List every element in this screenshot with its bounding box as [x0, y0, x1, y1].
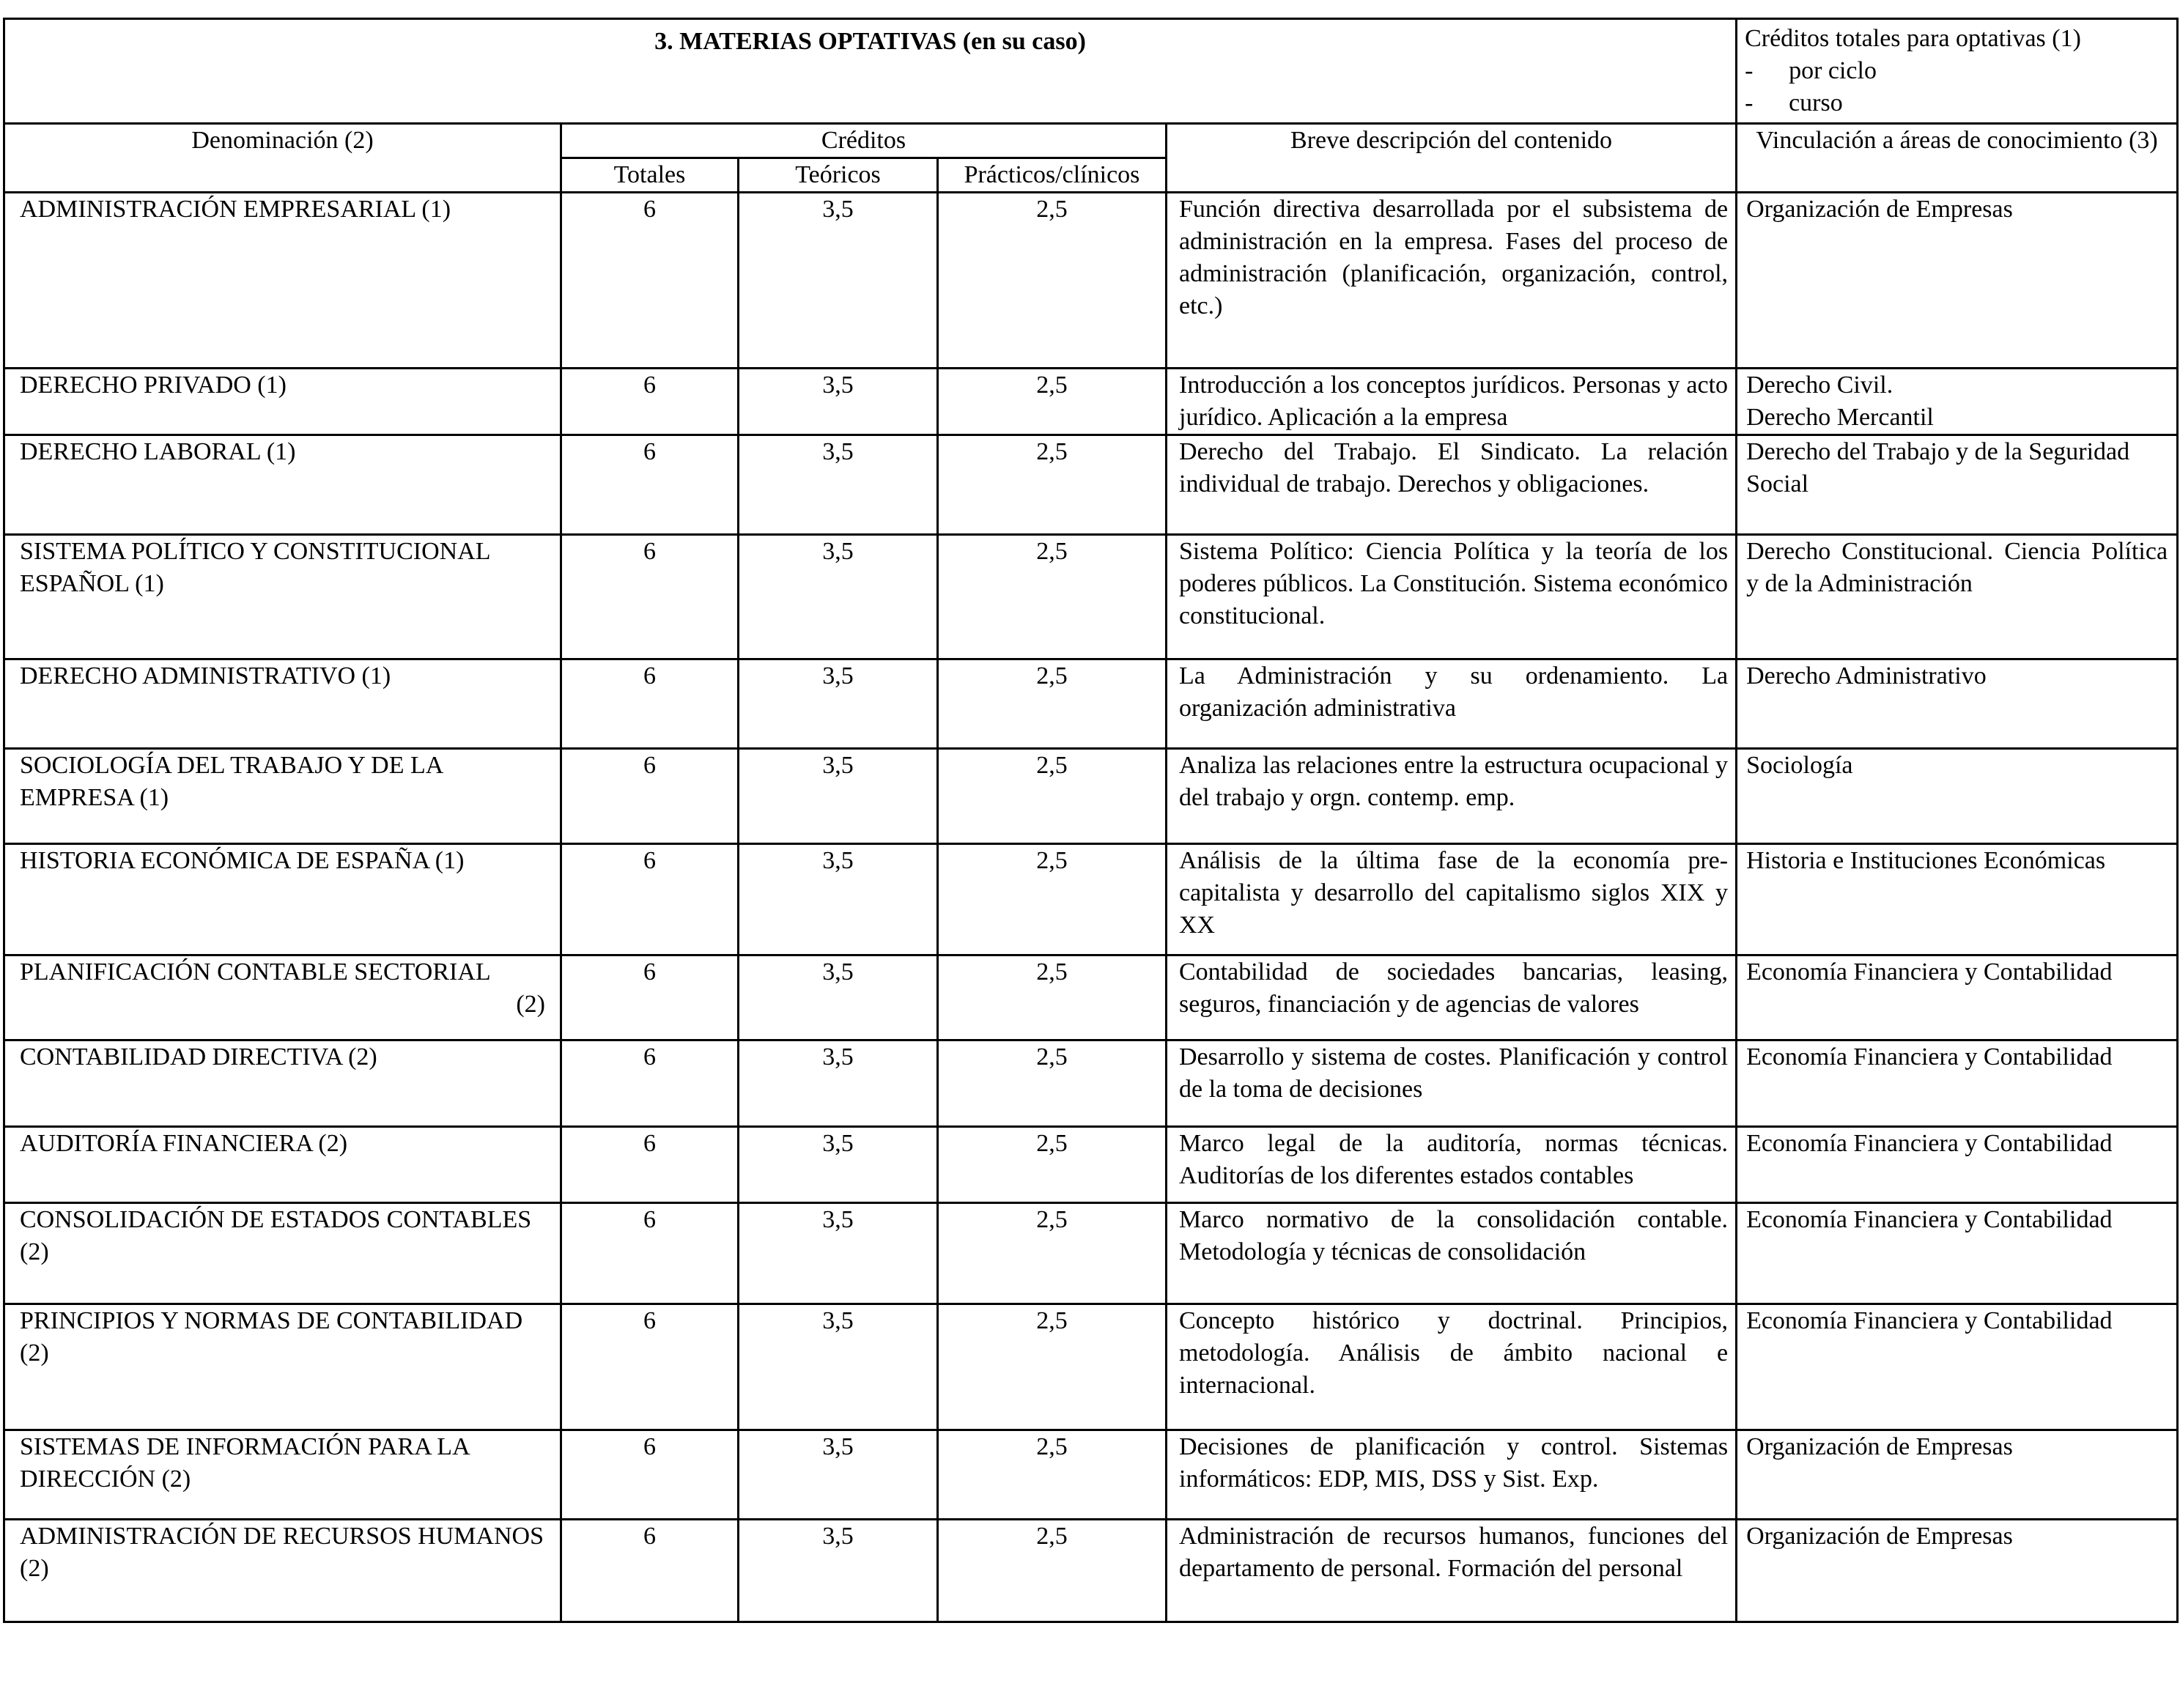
- table-row: [4, 955, 2178, 1040]
- creditos-practicos-cell: 2,5: [938, 1520, 1167, 1622]
- materia-name-cell: [4, 955, 561, 1040]
- col-header-practicos: Prácticos/clínicos: [938, 158, 1167, 193]
- col-header-vinculacion: Vinculación a áreas de conocimiento (3): [1737, 124, 2178, 193]
- creditos-item: [1745, 55, 2169, 87]
- materia-name-cell: [4, 535, 561, 659]
- creditos-teoricos-cell: 3,5: [739, 435, 938, 535]
- area-conocimiento-cell: [1737, 844, 2178, 955]
- descripcion-cell: Análisis de la última fase de la economía pre-capitalista y desarrollo del capitalismo siglos XIX y XX: [1167, 844, 1737, 955]
- section-title: [4, 19, 1737, 124]
- materia-name: DERECHO ADMINISTRATIVO (1): [20, 662, 391, 690]
- area-conocimiento: Organización de Empresas: [1746, 1523, 2013, 1550]
- materia-name-cell: [4, 1203, 561, 1304]
- table-row: [4, 844, 2178, 955]
- creditos-totales-cell: 6: [561, 1304, 739, 1430]
- area-conocimiento: Derecho Constitucional. Ciencia Política y de la Administración: [1746, 538, 2168, 597]
- dash-mark: -: [1745, 57, 1754, 84]
- materia-name: ADMINISTRACIÓN EMPRESARIAL (1): [20, 196, 451, 223]
- title-row: [4, 19, 2178, 124]
- creditos-teoricos-cell: 3,5: [739, 193, 938, 369]
- table-row: [4, 193, 2178, 369]
- dash-mark: -: [1745, 89, 1754, 117]
- materia-name: ADMINISTRACIÓN DE RECURSOS HUMANOS (2): [20, 1523, 544, 1582]
- creditos-teoricos-cell: 3,5: [739, 955, 938, 1040]
- descripcion-cell: Administración de recursos humanos, funciones del departamento de personal. Formación del personal: [1167, 1520, 1737, 1622]
- materia-name: CONTABILIDAD DIRECTIVA (2): [20, 1043, 377, 1071]
- creditos-item-label: curso: [1789, 89, 1843, 117]
- creditos-teoricos-cell: 3,5: [739, 1520, 938, 1622]
- creditos-practicos-cell: 2,5: [938, 844, 1167, 955]
- table-row: [4, 535, 2178, 659]
- materia-name-suffix: (2): [516, 991, 545, 1018]
- creditos-practicos-cell: 2,5: [938, 1430, 1167, 1520]
- area-conocimiento: Economía Financiera y Contabilidad: [1746, 1043, 2113, 1071]
- descripcion-cell: Decisiones de planificación y control. Sistemas informáticos: EDP, MIS, DSS y Sist. Exp.: [1167, 1430, 1737, 1520]
- col-header-descripcion: Breve descripción del contenido: [1167, 124, 1737, 193]
- area-conocimiento-cell: [1737, 1520, 2178, 1622]
- table-row: [4, 435, 2178, 535]
- area-conocimiento: Economía Financiera y Contabilidad: [1746, 1130, 2113, 1157]
- creditos-totales-box: [1737, 19, 2178, 124]
- materia-name: CONSOLIDACIÓN DE ESTADOS CONTABLES (2): [20, 1206, 532, 1265]
- creditos-totales-cell: 6: [561, 844, 739, 955]
- creditos-totales-cell: 6: [561, 435, 739, 535]
- creditos-practicos-cell: 2,5: [938, 435, 1167, 535]
- descripcion-cell: Concepto histórico y doctrinal. Principios, metodología. Análisis de ámbito nacional e internacional.: [1167, 1304, 1737, 1430]
- materia-name-cell: [4, 844, 561, 955]
- descripcion-cell: Función directiva desarrollada por el subsistema de administración en la empresa. Fases del proceso de administración (planificación, organización, control, etc.): [1167, 193, 1737, 369]
- area-conocimiento: Derecho Administrativo: [1746, 662, 1987, 690]
- area-conocimiento-cell: [1737, 435, 2178, 535]
- creditos-teoricos-cell: 3,5: [739, 749, 938, 844]
- area-conocimiento-cell: [1737, 1304, 2178, 1430]
- header-row: [4, 124, 2178, 158]
- descripcion-cell: Analiza las relaciones entre la estructura ocupacional y del trabajo y orgn. contemp. emp.: [1167, 749, 1737, 844]
- area-conocimiento-cell: [1737, 535, 2178, 659]
- creditos-teoricos-cell: 3,5: [739, 1127, 938, 1203]
- table-row: [4, 1520, 2178, 1622]
- materia-name: DERECHO LABORAL (1): [20, 438, 296, 465]
- creditos-teoricos-cell: 3,5: [739, 659, 938, 749]
- creditos-totales-cell: 6: [561, 955, 739, 1040]
- creditos-totales-cell: 6: [561, 1203, 739, 1304]
- creditos-practicos-cell: 2,5: [938, 1203, 1167, 1304]
- area-conocimiento: Historia e Instituciones Económicas: [1746, 847, 2106, 874]
- area-conocimiento-cell: [1737, 659, 2178, 749]
- creditos-teoricos-cell: 3,5: [739, 1304, 938, 1430]
- creditos-totales-cell: 6: [561, 749, 739, 844]
- creditos-practicos-cell: 2,5: [938, 1127, 1167, 1203]
- table-row: [4, 659, 2178, 749]
- creditos-totales-cell: 6: [561, 1430, 739, 1520]
- materia-name-cell: [4, 369, 561, 435]
- table-row: [4, 1203, 2178, 1304]
- table-row: [4, 1430, 2178, 1520]
- descripcion-cell: Marco normativo de la consolidación contable. Metodología y técnicas de consolidación: [1167, 1203, 1737, 1304]
- table-row: [4, 1127, 2178, 1203]
- area-conocimiento: Economía Financiera y Contabilidad: [1746, 1206, 2113, 1233]
- creditos-practicos-cell: 2,5: [938, 1040, 1167, 1127]
- optativas-table: [3, 18, 2179, 1623]
- creditos-totales-cell: 6: [561, 1127, 739, 1203]
- materia-name-cell: [4, 749, 561, 844]
- area-conocimiento: Economía Financiera y Contabilidad: [1746, 1307, 2113, 1334]
- creditos-totales-cell: 6: [561, 1040, 739, 1127]
- descripcion-cell: Introducción a los conceptos jurídicos. Personas y acto jurídico. Aplicación a la empresa: [1167, 369, 1737, 435]
- creditos-teoricos-cell: 3,5: [739, 844, 938, 955]
- col-header-totales: Totales: [561, 158, 739, 193]
- materia-name: PRINCIPIOS Y NORMAS DE CONTABILIDAD (2): [20, 1307, 523, 1367]
- area-conocimiento-cell: [1737, 369, 2178, 435]
- area-conocimiento-cell: [1737, 1127, 2178, 1203]
- creditos-totales-cell: 6: [561, 659, 739, 749]
- creditos-totales-cell: 6: [561, 1520, 739, 1622]
- creditos-practicos-cell: 2,5: [938, 193, 1167, 369]
- materia-name: SOCIOLOGÍA DEL TRABAJO Y DE LA EMPRESA (1): [20, 752, 443, 811]
- area-conocimiento-cell: [1737, 193, 2178, 369]
- materia-name-cell: [4, 1430, 561, 1520]
- descripcion-cell: Derecho del Trabajo. El Sindicato. La relación individual de trabajo. Derechos y obligaciones.: [1167, 435, 1737, 535]
- materia-name-cell: [4, 1304, 561, 1430]
- table-row: [4, 749, 2178, 844]
- materia-name: DERECHO PRIVADO (1): [20, 371, 287, 399]
- creditos-teoricos-cell: 3,5: [739, 1040, 938, 1127]
- creditos-practicos-cell: 2,5: [938, 1304, 1167, 1430]
- materia-name-cell: [4, 1520, 561, 1622]
- creditos-practicos-cell: 2,5: [938, 535, 1167, 659]
- materia-name-cell: [4, 659, 561, 749]
- creditos-practicos-cell: 2,5: [938, 659, 1167, 749]
- creditos-practicos-cell: 2,5: [938, 749, 1167, 844]
- creditos-totales-label: Créditos totales para optativas (1): [1745, 25, 2081, 52]
- area-conocimiento-cell: [1737, 1430, 2178, 1520]
- col-header-teoricos: Teóricos: [739, 158, 938, 193]
- area-conocimiento: Derecho Civil.: [1746, 371, 1893, 399]
- creditos-item-label: por ciclo: [1789, 57, 1877, 84]
- materia-name: HISTORIA ECONÓMICA DE ESPAÑA (1): [20, 847, 465, 874]
- materia-name-cell: [4, 435, 561, 535]
- materia-name-cell: [4, 193, 561, 369]
- creditos-teoricos-cell: 3,5: [739, 1203, 938, 1304]
- materia-name: AUDITORÍA FINANCIERA (2): [20, 1130, 348, 1157]
- area-conocimiento-cell: [1737, 1040, 2178, 1127]
- creditos-totales-cell: 6: [561, 535, 739, 659]
- creditos-totales-cell: 6: [561, 193, 739, 369]
- creditos-totales-cell: 6: [561, 369, 739, 435]
- creditos-teoricos-cell: 3,5: [739, 1430, 938, 1520]
- area-conocimiento-cell: [1737, 1203, 2178, 1304]
- descripcion-cell: Desarrollo y sistema de costes. Planificación y control de la toma de decisiones: [1167, 1040, 1737, 1127]
- creditos-teoricos-cell: 3,5: [739, 369, 938, 435]
- materia-name: SISTEMAS DE INFORMACIÓN PARA LA DIRECCIÓN (2): [20, 1433, 469, 1493]
- descripcion-cell: Sistema Político: Ciencia Política y la teoría de los poderes públicos. La Constitución. Sistema económico constitucional.: [1167, 535, 1737, 659]
- area-conocimiento: Derecho Mercantil: [1746, 404, 1934, 431]
- table-row: [4, 369, 2178, 435]
- creditos-item: [1745, 87, 2169, 119]
- col-header-creditos: Créditos: [561, 124, 1167, 158]
- materia-name: SISTEMA POLÍTICO Y CONSTITUCIONAL ESPAÑOL (1): [20, 538, 490, 597]
- area-conocimiento: Derecho del Trabajo y de la Seguridad Social: [1746, 438, 2130, 498]
- descripcion-cell: La Administración y su ordenamiento. La organización administrativa: [1167, 659, 1737, 749]
- area-conocimiento: Organización de Empresas: [1746, 1433, 2013, 1460]
- area-conocimiento: Organización de Empresas: [1746, 196, 2013, 223]
- creditos-practicos-cell: 2,5: [938, 955, 1167, 1040]
- creditos-teoricos-cell: 3,5: [739, 535, 938, 659]
- area-conocimiento-cell: [1737, 749, 2178, 844]
- area-conocimiento: Economía Financiera y Contabilidad: [1746, 958, 2113, 986]
- area-conocimiento-cell: [1737, 955, 2178, 1040]
- materia-name-cell: [4, 1127, 561, 1203]
- area-conocimiento: Sociología: [1746, 752, 1853, 779]
- table-row: [4, 1304, 2178, 1430]
- materia-name-cell: [4, 1040, 561, 1127]
- col-header-denominacion: Denominación (2): [4, 124, 561, 193]
- descripcion-cell: Contabilidad de sociedades bancarias, leasing, seguros, financiación y de agencias de valores: [1167, 955, 1737, 1040]
- section-title-text: 3. MATERIAS OPTATIVAS (en su caso): [654, 28, 1086, 55]
- materia-name: PLANIFICACIÓN CONTABLE SECTORIAL: [20, 958, 491, 986]
- descripcion-cell: Marco legal de la auditoría, normas técnicas. Auditorías de los diferentes estados contables: [1167, 1127, 1737, 1203]
- creditos-practicos-cell: 2,5: [938, 369, 1167, 435]
- table-row: [4, 1040, 2178, 1127]
- table-body: [4, 193, 2178, 1622]
